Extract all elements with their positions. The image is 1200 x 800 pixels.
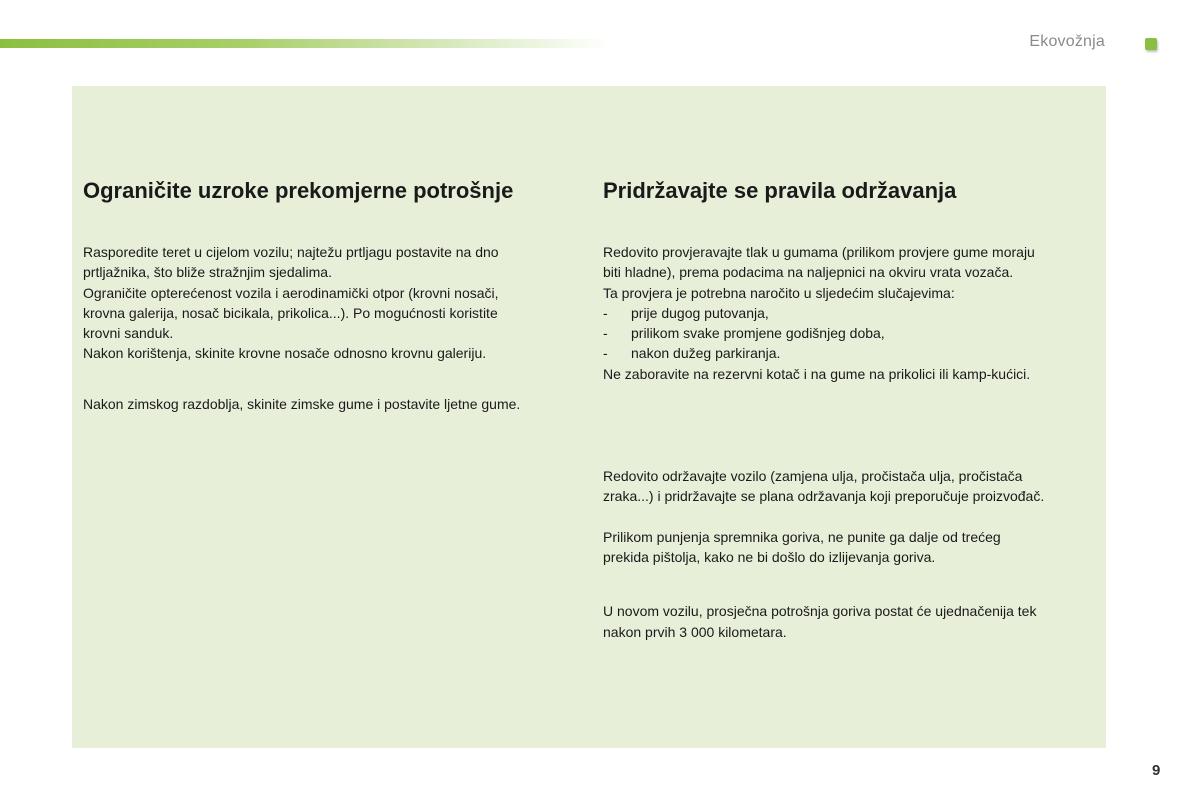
page-number: 9 bbox=[1152, 762, 1161, 779]
text-line: biti hladne), prema podacima na naljepnici na okviru vrata vozača. bbox=[603, 264, 1014, 281]
right-paragraph-1 bbox=[603, 242, 1098, 384]
text-line: Nakon korištenja, skinite krovne nosače odnosno krovnu galeriju. bbox=[83, 345, 487, 362]
text-line: zraka...) i pridržavajte se plana održavanja koji preporučuje proizvođač. bbox=[603, 488, 1045, 505]
list-item: - prilikom svake promjene godišnjeg doba, bbox=[603, 323, 1098, 343]
text-line: Rasporedite teret u cijelom vozilu; najtežu prtljagu postavite na dno bbox=[83, 244, 499, 260]
text-line: Redovito održavajte vozilo (zamjena ulja, pročistača ulja, pročistača bbox=[603, 468, 1023, 485]
section-marker-icon bbox=[1145, 38, 1157, 50]
right-column bbox=[603, 176, 1098, 642]
left-paragraph-2: Nakon zimskog razdoblja, skinite zimske gume i postavite ljetne gume. bbox=[83, 395, 521, 412]
text-line: Prilikom punjenja spremnika goriva, ne punite ga dalje od trećeg bbox=[603, 528, 1001, 545]
right-paragraph-2 bbox=[603, 466, 1098, 507]
section-title: Ekovožnja bbox=[1029, 33, 1105, 50]
text-line: nakon prvih 3 000 kilometara. bbox=[603, 623, 787, 640]
text-line: krovna galerija, nosač bicikala, prikolica...). Po mogućnosti koristite bbox=[83, 304, 498, 321]
left-column bbox=[83, 176, 578, 414]
text-line: Redovito provjeravajte tlak u gumama (prilikom provjere gume moraju bbox=[603, 244, 1035, 260]
header-accent-bar bbox=[0, 39, 610, 48]
left-paragraph-1 bbox=[83, 242, 578, 364]
text-line: Ta provjera je potrebna naročito u sljedećim slučajevima: bbox=[603, 284, 955, 301]
right-paragraph-4 bbox=[603, 601, 1098, 642]
text-line: prekida pištolja, kako ne bi došlo do izlijevanja goriva. bbox=[603, 548, 936, 565]
right-paragraph-3 bbox=[603, 527, 1098, 568]
text-line: prtljažnika, što bliže stražnjim sjedalima. bbox=[83, 264, 332, 281]
text-line: Ograničite opterećenost vozila i aerodinamički otpor (krovni nosači, bbox=[83, 284, 499, 301]
list-item: - nakon dužeg parkiranja. bbox=[603, 343, 1098, 363]
left-heading: Ograničite uzroke prekomjerne potrošnje bbox=[83, 178, 514, 203]
text-line: Ne zaboravite na rezervni kotač i na gume na prikolici ili kamp-kućici. bbox=[603, 365, 1031, 382]
text-line: krovni sanduk. bbox=[83, 325, 174, 342]
right-heading: Pridržavajte se pravila održavanja bbox=[603, 178, 957, 203]
list-item: - prije dugog putovanja, bbox=[603, 303, 1098, 323]
text-line: U novom vozilu, prosječna potrošnja goriva postat će ujednačenija tek bbox=[603, 603, 1037, 620]
